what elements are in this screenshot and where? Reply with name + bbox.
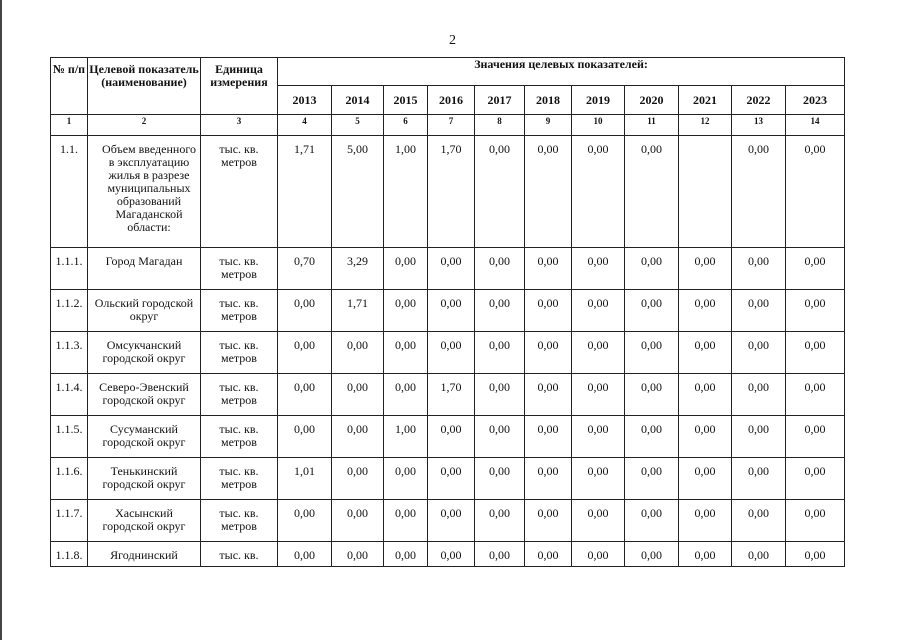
indicator-value-2014: 5,00 bbox=[332, 136, 384, 248]
indicator-value-2016: 0,00 bbox=[428, 458, 475, 500]
header-year-2023: 2023 bbox=[786, 86, 845, 115]
indicator-value-2014: 0,00 bbox=[332, 332, 384, 374]
unit-of-measure: тыс. кв. метров bbox=[201, 500, 278, 542]
column-number: 4 bbox=[278, 115, 332, 136]
indicator-value-2018: 0,00 bbox=[525, 374, 572, 416]
header-year-2014: 2014 bbox=[332, 86, 384, 115]
indicator-value-2019: 0,00 bbox=[572, 136, 625, 248]
indicator-value-2013: 0,70 bbox=[278, 248, 332, 290]
indicator-name: Омсукчанский городской округ bbox=[88, 332, 201, 374]
indicator-value-2014: 0,00 bbox=[332, 416, 384, 458]
indicator-value-2020: 0,00 bbox=[625, 332, 679, 374]
scan-edge-line bbox=[0, 0, 2, 640]
header-year-2019: 2019 bbox=[572, 86, 625, 115]
indicator-value-2015: 0,00 bbox=[384, 248, 428, 290]
indicator-value-2015: 0,00 bbox=[384, 290, 428, 332]
indicator-value-2017: 0,00 bbox=[475, 458, 525, 500]
indicator-value-2016: 1,70 bbox=[428, 136, 475, 248]
indicator-value-2021: 0,00 bbox=[679, 458, 732, 500]
column-number: 8 bbox=[475, 115, 525, 136]
unit-of-measure: тыс. кв. метров bbox=[201, 290, 278, 332]
indicator-value-2019: 0,00 bbox=[572, 374, 625, 416]
indicator-value-2014: 0,00 bbox=[332, 374, 384, 416]
indicator-value-2017: 0,00 bbox=[475, 332, 525, 374]
indicator-value-2014: 1,71 bbox=[332, 290, 384, 332]
indicator-value-2013: 1,01 bbox=[278, 458, 332, 500]
table-row bbox=[51, 332, 845, 374]
indicator-value-2013: 0,00 bbox=[278, 416, 332, 458]
indicator-value-2017: 0,00 bbox=[475, 248, 525, 290]
column-number: 13 bbox=[732, 115, 786, 136]
header-num: № п/п bbox=[51, 58, 88, 115]
indicator-value-2013: 0,00 bbox=[278, 542, 332, 567]
row-number: 1.1.6. bbox=[51, 458, 88, 500]
page-number: 2 bbox=[449, 33, 456, 48]
indicator-value-2016: 0,00 bbox=[428, 416, 475, 458]
indicator-value-2019: 0,00 bbox=[572, 248, 625, 290]
indicator-value-2020: 0,00 bbox=[625, 416, 679, 458]
indicator-value-2021: 0,00 bbox=[679, 332, 732, 374]
column-number: 14 bbox=[786, 115, 845, 136]
header-year-2020: 2020 bbox=[625, 86, 679, 115]
row-number: 1.1. bbox=[51, 136, 88, 248]
indicator-value-2017: 0,00 bbox=[475, 542, 525, 567]
indicator-value-2013: 1,71 bbox=[278, 136, 332, 248]
unit-of-measure: тыс. кв. bbox=[201, 542, 278, 567]
column-number: 5 bbox=[332, 115, 384, 136]
indicator-value-2016: 0,00 bbox=[428, 248, 475, 290]
indicator-value-2018: 0,00 bbox=[525, 332, 572, 374]
indicator-value-2018: 0,00 bbox=[525, 542, 572, 567]
indicator-value-2019: 0,00 bbox=[572, 290, 625, 332]
indicator-value-2017: 0,00 bbox=[475, 416, 525, 458]
unit-of-measure: тыс. кв. метров bbox=[201, 458, 278, 500]
table-row bbox=[51, 542, 845, 567]
indicator-value-2020: 0,00 bbox=[625, 248, 679, 290]
indicator-value-2022: 0,00 bbox=[732, 458, 786, 500]
indicator-value-2018: 0,00 bbox=[525, 136, 572, 248]
header-unit: Единица измерения bbox=[201, 58, 278, 115]
column-number-row bbox=[51, 115, 845, 136]
indicator-value-2021: 0,00 bbox=[679, 542, 732, 567]
indicator-name: Сусуманский городской округ bbox=[88, 416, 201, 458]
row-number: 1.1.5. bbox=[51, 416, 88, 458]
indicator-name: Северо-Эвенский городской округ bbox=[88, 374, 201, 416]
indicator-name: Хасынский городской округ bbox=[88, 500, 201, 542]
indicator-value-2015: 0,00 bbox=[384, 542, 428, 567]
column-number: 9 bbox=[525, 115, 572, 136]
indicator-value-2016: 1,70 bbox=[428, 374, 475, 416]
row-number: 1.1.7. bbox=[51, 500, 88, 542]
indicator-value-2019: 0,00 bbox=[572, 458, 625, 500]
indicator-value-2023: 0,00 bbox=[786, 248, 845, 290]
indicator-value-2016: 0,00 bbox=[428, 332, 475, 374]
column-number: 2 bbox=[88, 115, 201, 136]
header-year-2013: 2013 bbox=[278, 86, 332, 115]
target-indicators-table bbox=[50, 57, 845, 567]
unit-of-measure: тыс. кв. метров bbox=[201, 416, 278, 458]
row-number: 1.1.8. bbox=[51, 542, 88, 567]
header-year-2022: 2022 bbox=[732, 86, 786, 115]
indicator-value-2017: 0,00 bbox=[475, 500, 525, 542]
indicator-value-2020: 0,00 bbox=[625, 542, 679, 567]
indicator-value-2023: 0,00 bbox=[786, 290, 845, 332]
table-row bbox=[51, 500, 845, 542]
unit-of-measure: тыс. кв. метров bbox=[201, 332, 278, 374]
indicator-name: Тенькинский городской округ bbox=[88, 458, 201, 500]
indicator-value-2022: 0,00 bbox=[732, 136, 786, 248]
indicator-value-2022: 0,00 bbox=[732, 542, 786, 567]
indicator-value-2021: 0,00 bbox=[679, 374, 732, 416]
header-name: Целевой показатель (наименование) bbox=[88, 58, 201, 115]
header-year-2015: 2015 bbox=[384, 86, 428, 115]
indicator-value-2022: 0,00 bbox=[732, 416, 786, 458]
indicator-value-2021: 0,00 bbox=[679, 248, 732, 290]
indicator-value-2015: 0,00 bbox=[384, 500, 428, 542]
table-row bbox=[51, 416, 845, 458]
column-number: 11 bbox=[625, 115, 679, 136]
indicator-value-2014: 0,00 bbox=[332, 542, 384, 567]
unit-of-measure: тыс. кв. метров bbox=[201, 374, 278, 416]
indicator-value-2023: 0,00 bbox=[786, 374, 845, 416]
table-row bbox=[51, 248, 845, 290]
indicator-value-2016: 0,00 bbox=[428, 500, 475, 542]
column-number: 12 bbox=[679, 115, 732, 136]
indicator-value-2018: 0,00 bbox=[525, 458, 572, 500]
header-values-title: Значения целевых показателей: bbox=[278, 58, 845, 86]
indicator-value-2013: 0,00 bbox=[278, 290, 332, 332]
indicator-name: Ольский городской округ bbox=[88, 290, 201, 332]
indicator-value-2022: 0,00 bbox=[732, 248, 786, 290]
indicator-value-2018: 0,00 bbox=[525, 290, 572, 332]
indicator-value-2021: 0,00 bbox=[679, 290, 732, 332]
header-year-2016: 2016 bbox=[428, 86, 475, 115]
column-number: 3 bbox=[201, 115, 278, 136]
indicator-value-2019: 0,00 bbox=[572, 542, 625, 567]
indicator-value-2015: 0,00 bbox=[384, 458, 428, 500]
indicator-value-2015: 1,00 bbox=[384, 416, 428, 458]
indicator-value-2023: 0,00 bbox=[786, 332, 845, 374]
indicator-value-2015: 1,00 bbox=[384, 136, 428, 248]
indicator-value-2016: 0,00 bbox=[428, 542, 475, 567]
indicator-value-2017: 0,00 bbox=[475, 374, 525, 416]
indicator-value-2023: 0,00 bbox=[786, 542, 845, 567]
column-number: 7 bbox=[428, 115, 475, 136]
indicator-value-2023: 0,00 bbox=[786, 416, 845, 458]
table-row bbox=[51, 458, 845, 500]
row-number: 1.1.4. bbox=[51, 374, 88, 416]
indicator-value-2013: 0,00 bbox=[278, 500, 332, 542]
indicator-value-2019: 0,00 bbox=[572, 500, 625, 542]
indicator-value-2015: 0,00 bbox=[384, 374, 428, 416]
indicator-value-2013: 0,00 bbox=[278, 374, 332, 416]
indicator-value-2015: 0,00 bbox=[384, 332, 428, 374]
unit-of-measure: тыс. кв. метров bbox=[201, 136, 278, 248]
column-number: 6 bbox=[384, 115, 428, 136]
indicator-name: Город Магадан bbox=[88, 248, 201, 290]
indicator-value-2022: 0,00 bbox=[732, 332, 786, 374]
row-number: 1.1.3. bbox=[51, 332, 88, 374]
column-number: 10 bbox=[572, 115, 625, 136]
indicator-value-2020: 0,00 bbox=[625, 290, 679, 332]
indicator-value-2022: 0,00 bbox=[732, 290, 786, 332]
indicator-value-2020: 0,00 bbox=[625, 136, 679, 248]
table-row bbox=[51, 374, 845, 416]
indicator-value-2020: 0,00 bbox=[625, 458, 679, 500]
indicator-value-2018: 0,00 bbox=[525, 500, 572, 542]
indicator-value-2021 bbox=[679, 136, 732, 248]
header-year-2021: 2021 bbox=[679, 86, 732, 115]
table-row bbox=[51, 136, 845, 248]
indicator-value-2014: 0,00 bbox=[332, 458, 384, 500]
indicator-value-2017: 0,00 bbox=[475, 136, 525, 248]
indicator-value-2023: 0,00 bbox=[786, 500, 845, 542]
indicator-value-2018: 0,00 bbox=[525, 248, 572, 290]
header-year-2018: 2018 bbox=[525, 86, 572, 115]
table-row bbox=[51, 290, 845, 332]
row-number: 1.1.2. bbox=[51, 290, 88, 332]
indicator-value-2013: 0,00 bbox=[278, 332, 332, 374]
indicator-value-2018: 0,00 bbox=[525, 416, 572, 458]
row-number: 1.1.1. bbox=[51, 248, 88, 290]
indicator-value-2021: 0,00 bbox=[679, 500, 732, 542]
column-number: 1 bbox=[51, 115, 88, 136]
indicator-value-2014: 0,00 bbox=[332, 500, 384, 542]
indicator-value-2014: 3,29 bbox=[332, 248, 384, 290]
indicator-value-2020: 0,00 bbox=[625, 500, 679, 542]
indicator-value-2023: 0,00 bbox=[786, 136, 845, 248]
unit-of-measure: тыс. кв. метров bbox=[201, 248, 278, 290]
indicator-value-2023: 0,00 bbox=[786, 458, 845, 500]
indicator-value-2020: 0,00 bbox=[625, 374, 679, 416]
indicator-value-2021: 0,00 bbox=[679, 416, 732, 458]
indicator-value-2022: 0,00 bbox=[732, 374, 786, 416]
indicator-value-2022: 0,00 bbox=[732, 500, 786, 542]
indicator-value-2019: 0,00 bbox=[572, 416, 625, 458]
indicator-value-2016: 0,00 bbox=[428, 290, 475, 332]
header-year-2017: 2017 bbox=[475, 86, 525, 115]
indicator-value-2017: 0,00 bbox=[475, 290, 525, 332]
indicator-value-2019: 0,00 bbox=[572, 332, 625, 374]
indicator-name: Ягоднинский bbox=[88, 542, 201, 567]
indicator-name: Объем введенного в эксплуатацию жилья в разрезе муниципальных образований Магаданской области: bbox=[88, 136, 201, 248]
